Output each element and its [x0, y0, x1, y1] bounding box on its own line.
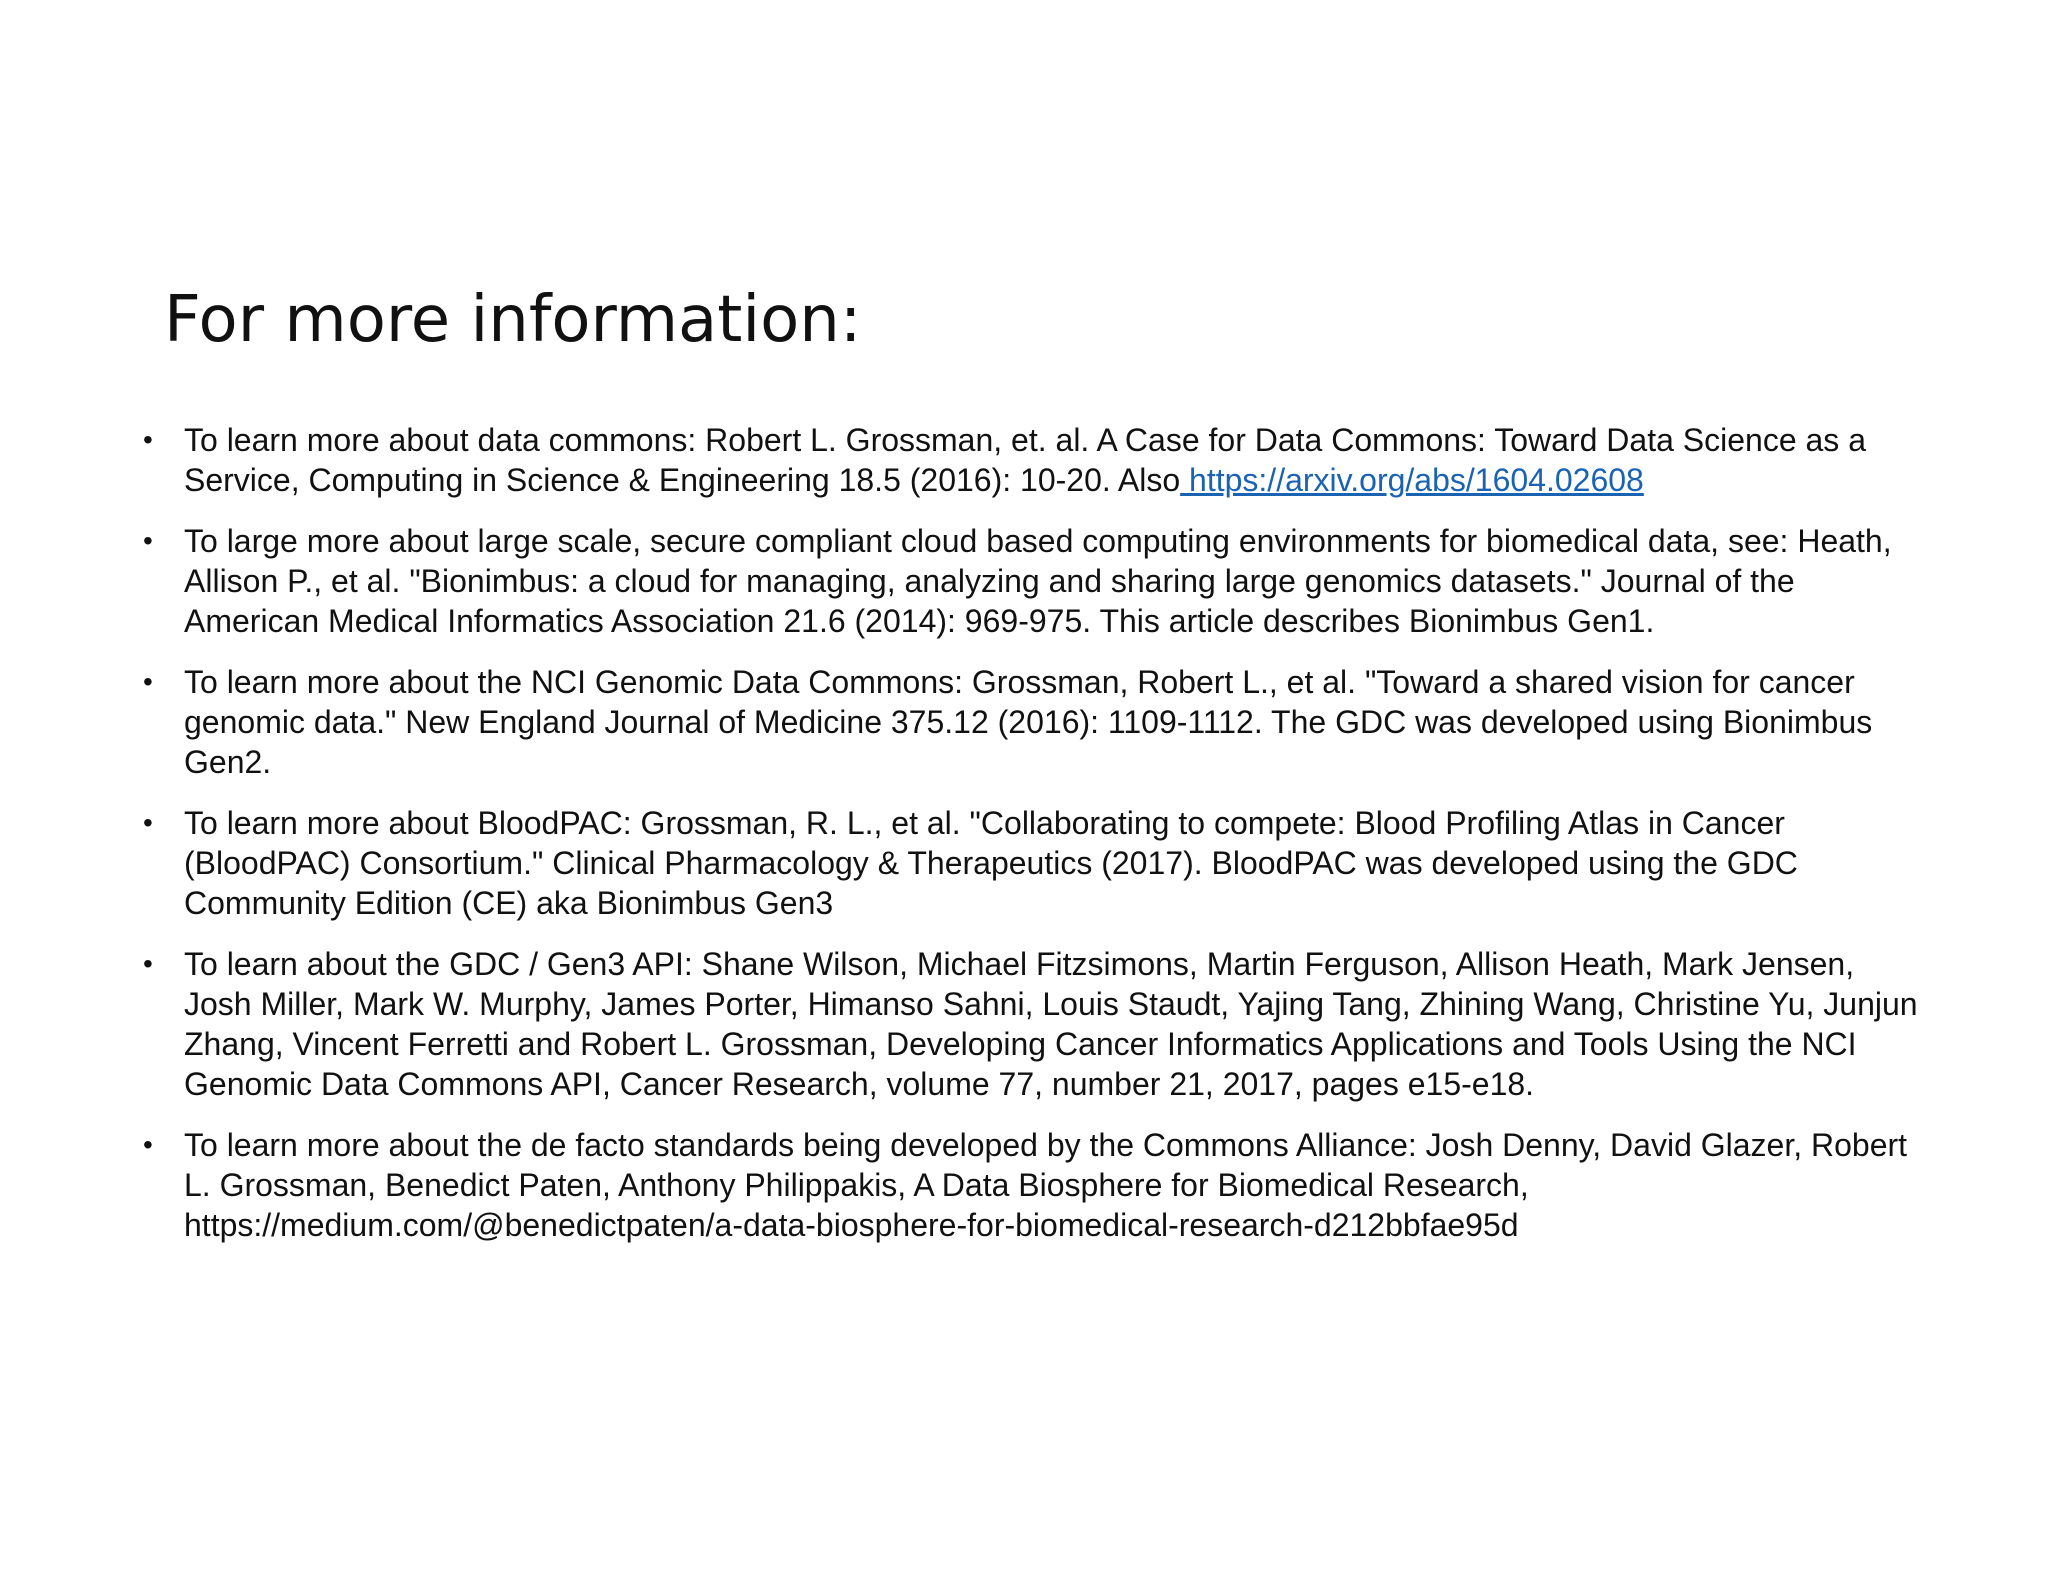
list-item-commons-alliance — [138, 1125, 1918, 1245]
list-item-text: To large more about large scale, secure compliant cloud based computing environments for biomedical data, see: Heath, Allison P., et al. "Bionimbus: a cloud for managing, analyzing and sharing large genomics datasets." Journal of the American Medical Informatics Association 21.6 (2014): 969-975. This article describes Bionimbus Gen1. — [184, 523, 1892, 639]
reference-list — [138, 420, 1918, 1266]
list-item-bionimbus — [138, 521, 1918, 641]
list-item-nci-gdc — [138, 662, 1918, 782]
bullet-icon: • — [143, 807, 153, 838]
list-item-bloodpac — [138, 803, 1918, 923]
slide-title: For more information: — [164, 283, 862, 357]
list-item-text: To learn more about the de facto standards being developed by the Commons Alliance: Josh Denny, David Glazer, Robert L. Grossman, Benedict Paten, Anthony Philippakis, A Data Biosphere for Biomedical Research, https://medium.com/@benedictpaten/a-data-biosphere-for-biomedical-research-d212bbfae95d — [184, 1127, 1908, 1243]
list-item-gdc-api — [138, 944, 1918, 1104]
arxiv-link[interactable]: https://arxiv.org/abs/1604.02608 — [1180, 462, 1644, 498]
list-item-text: To learn about the GDC / Gen3 API: Shane Wilson, Michael Fitzsimons, Martin Ferguson, Allison Heath, Mark Jensen, Josh Miller, Mark W. Murphy, James Porter, Himanso Sahni, Louis Staudt, Yajing Tang, Zhining Wang, Christine Yu, Junjun Zhang, Vincent Ferretti and Robert L. Grossman, Developing Cancer Informatics Applications and Tools Using the NCI Genomic Data Commons API, Cancer Research, volume 77, number 21, 2017, pages e15-e18. — [184, 946, 1918, 1102]
list-item-text: To learn more about the NCI Genomic Data Commons: Grossman, Robert L., et al. "Toward a shared vision for cancer genomic data." New England Journal of Medicine 375.12 (2016): 1109-1112. The GDC was developed using Bionimbus Gen2. — [184, 664, 1873, 780]
bullet-icon: • — [143, 525, 153, 556]
bullet-icon: • — [143, 948, 153, 979]
list-item-data-commons — [138, 420, 1918, 500]
bullet-icon: • — [143, 424, 153, 455]
list-item-text: To learn more about data commons: Robert L. Grossman, et. al. A Case for Data Commons: Toward Data Science as a Service, Computing in Science & Engineering 18.5 (2016): 10-20. Also — [184, 422, 1866, 498]
list-item-text: To learn more about BloodPAC: Grossman, R. L., et al. "Collaborating to compete: Blood Profiling Atlas in Cancer (BloodPAC) Consortium." Clinical Pharmacology & Therapeutics (2017). BloodPAC was developed using the GDC Community Edition (CE) aka Bionimbus Gen3 — [184, 805, 1798, 921]
bullet-icon: • — [143, 1129, 153, 1160]
bullet-icon: • — [143, 666, 153, 697]
